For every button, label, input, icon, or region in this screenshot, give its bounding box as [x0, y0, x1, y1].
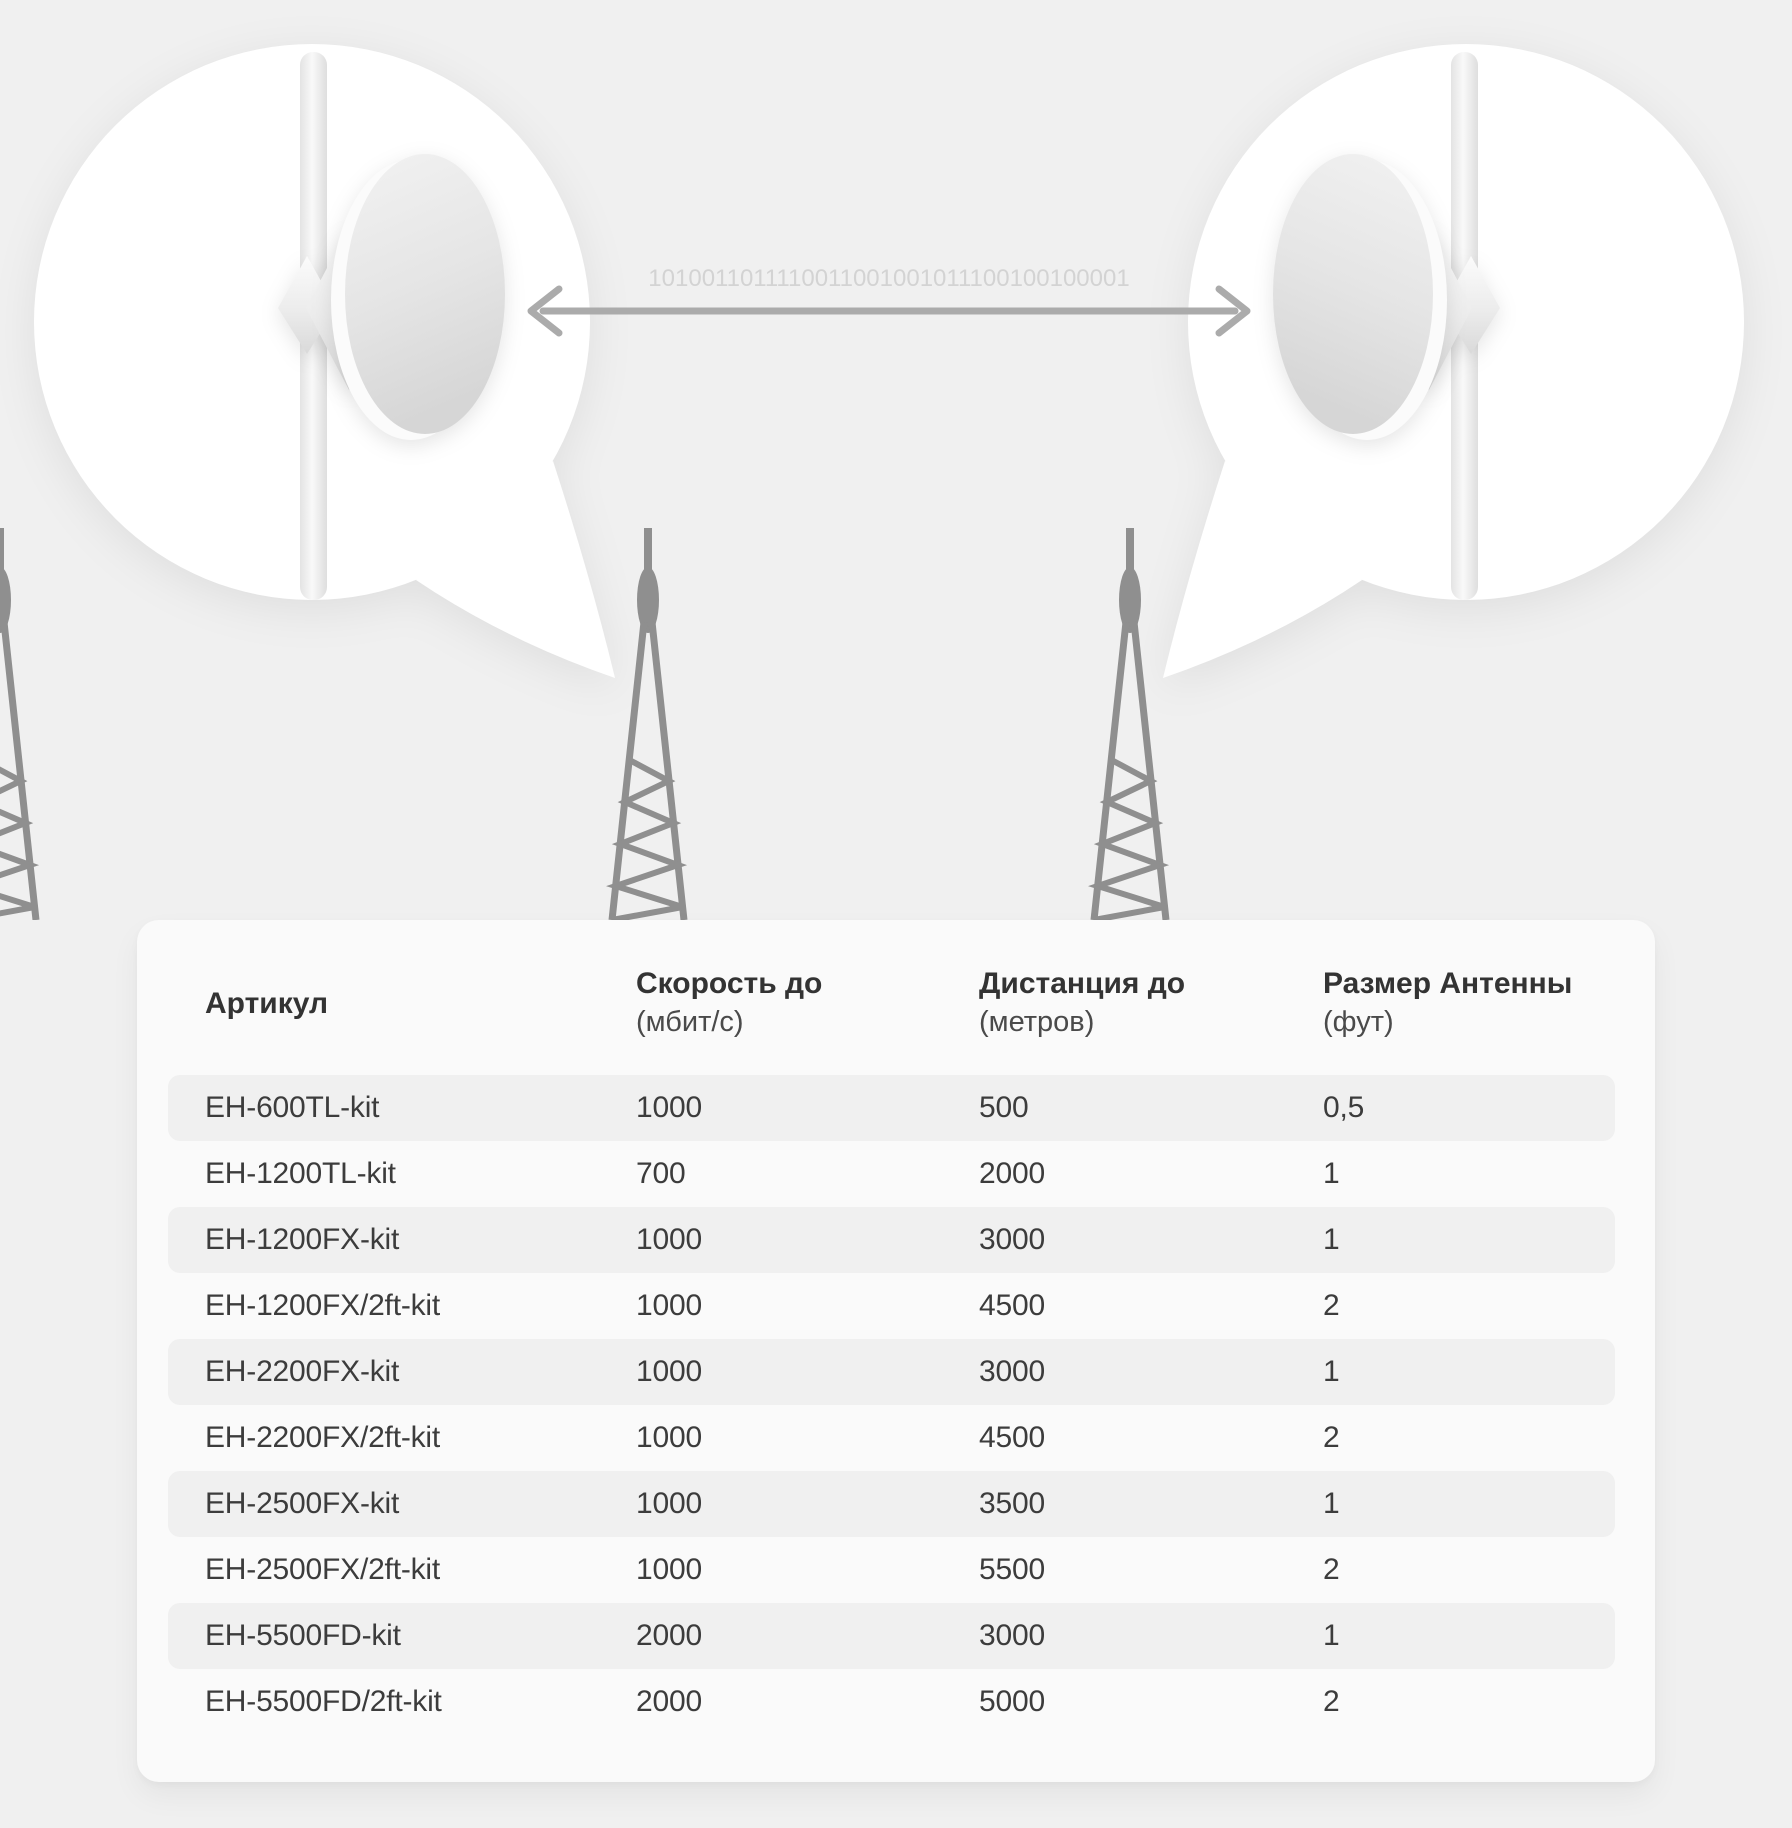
cell-distance: 3000 [979, 1355, 1045, 1388]
cell-speed: 2000 [636, 1619, 702, 1652]
table-row [168, 1141, 1615, 1207]
cell-distance: 3000 [979, 1619, 1045, 1652]
column-header-antenna-size: Размер Антенны (фут) [1323, 967, 1573, 1038]
cell-article: EH-5500FD/2ft-kit [205, 1685, 442, 1718]
cell-speed: 1000 [636, 1553, 702, 1586]
cell-article: EH-2200FX-kit [205, 1355, 400, 1388]
cell-distance: 5500 [979, 1553, 1045, 1586]
cell-antenna-size: 1 [1323, 1487, 1340, 1520]
cell-distance: 3500 [979, 1487, 1045, 1520]
cell-distance: 4500 [979, 1421, 1045, 1454]
cell-antenna-size: 2 [1323, 1289, 1340, 1322]
cell-antenna-size: 1 [1323, 1355, 1340, 1388]
cell-article: EH-600TL-kit [205, 1091, 380, 1124]
radio-tower-icon [0, 528, 36, 920]
cell-speed: 1000 [636, 1355, 702, 1388]
table-row [168, 1669, 1615, 1735]
table-row [168, 1075, 1615, 1141]
cell-speed: 2000 [636, 1685, 702, 1718]
table-rows [168, 1075, 1615, 1735]
cell-antenna-size: 0,5 [1323, 1091, 1365, 1124]
product-table-card [137, 920, 1655, 1782]
distance-arrow-icon [531, 289, 1247, 333]
cell-distance: 3000 [979, 1223, 1045, 1256]
right-dish-face [1273, 154, 1433, 434]
cell-article: EH-2200FX/2ft-kit [205, 1421, 441, 1454]
column-header-distance: Дистанция до (метров) [979, 967, 1186, 1038]
cell-antenna-size: 1 [1323, 1619, 1340, 1652]
table-row [168, 1603, 1615, 1669]
left-dish-face [345, 154, 505, 434]
cell-article: EH-1200TL-kit [205, 1157, 396, 1190]
cell-speed: 1000 [636, 1421, 702, 1454]
table-row [168, 1339, 1615, 1405]
cell-distance: 500 [979, 1091, 1029, 1124]
table-row [168, 1471, 1615, 1537]
cell-distance: 4500 [979, 1289, 1045, 1322]
cell-article: EH-2500FX-kit [205, 1487, 400, 1520]
table-row [168, 1273, 1615, 1339]
cell-antenna-size: 1 [1323, 1223, 1340, 1256]
column-header-article: Артикул [205, 987, 329, 1020]
cell-antenna-size: 2 [1323, 1421, 1340, 1454]
cell-speed: 1000 [636, 1289, 702, 1322]
binary-data-text: 1010011011110011001001011100100100001 [648, 265, 1130, 292]
cell-speed: 1000 [636, 1223, 702, 1256]
cell-speed: 700 [636, 1157, 686, 1190]
left-tower-icon [612, 528, 684, 920]
cell-article: EH-2500FX/2ft-kit [205, 1553, 441, 1586]
cell-antenna-size: 2 [1323, 1685, 1340, 1718]
cell-distance: 2000 [979, 1157, 1045, 1190]
cell-article: EH-5500FD-kit [205, 1619, 401, 1652]
table-header-row [168, 966, 1615, 1042]
cell-speed: 1000 [636, 1487, 702, 1520]
right-tower-icon [1094, 528, 1166, 920]
cell-antenna-size: 2 [1323, 1553, 1340, 1586]
cell-speed: 1000 [636, 1091, 702, 1124]
column-header-speed: Скорость до (мбит/с) [636, 967, 823, 1038]
table-row [168, 1207, 1615, 1273]
cell-article: EH-1200FX/2ft-kit [205, 1289, 441, 1322]
cell-article: EH-1200FX-kit [205, 1223, 400, 1256]
cell-antenna-size: 1 [1323, 1157, 1340, 1190]
cell-distance: 5000 [979, 1685, 1045, 1718]
table-row [168, 1537, 1615, 1603]
table-row [168, 1405, 1615, 1471]
